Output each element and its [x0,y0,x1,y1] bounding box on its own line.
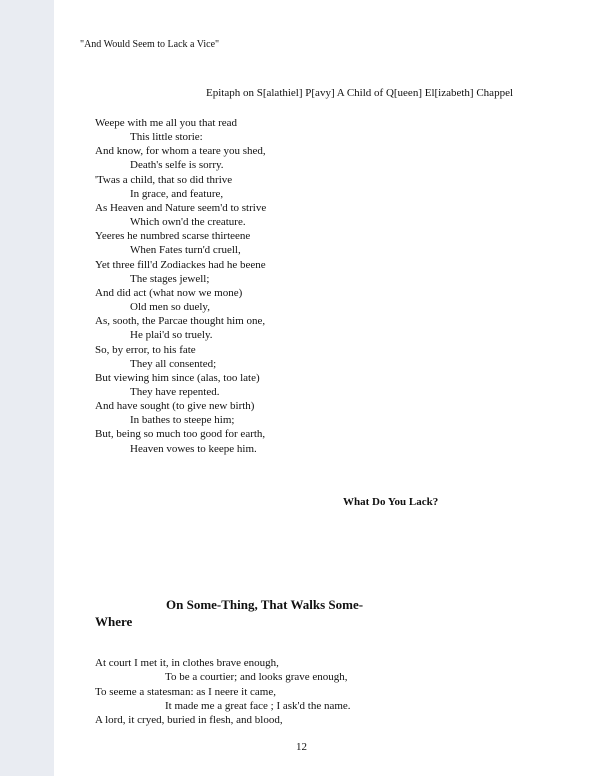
page-number: 12 [296,741,307,753]
epitaph-line: 'Twas a child, that so did thrive [95,173,233,186]
epitaph-line: When Fates turn'd cruell, [130,244,241,257]
epitaph-line: In grace, and feature, [130,187,224,200]
epitaph-line: As, sooth, the Parcae thought him one, [95,315,266,328]
epitaph-line: Death's selfe is sorry. [130,159,224,172]
second-poem-line: To seeme a statesman: as I neere it came, [95,685,276,698]
second-poem-line: It made me a great face ; I ask'd the name. [165,699,351,712]
epitaph-line: This little storie: [130,131,203,144]
epitaph-line: Yeeres he numbred scarse thirteene [95,230,251,243]
page-gutter [0,0,54,776]
second-poem-line: At court I met it, in clothes brave enough, [95,657,279,669]
epitaph-line: Weepe with me all you that read [95,117,238,129]
epitaph-line: He plai'd so truely. [130,329,213,342]
epitaph-line: They all consented; [130,357,217,370]
section-heading: What Do You Lack? [343,496,439,508]
epitaph-line: Yet three fill'd Zodiackes had he beene [95,258,266,271]
epitaph-line: As Heaven and Nature seem'd to strive [95,201,267,214]
epitaph-line: Heaven vowes to keepe him. [130,442,257,455]
epitaph-line: In bathes to steepe him; [130,414,235,427]
second-poem-line: To be a courtier; and looks grave enough, [165,671,348,684]
epitaph-line: And have sought (to give new birth) [95,400,255,413]
epitaph-line: But viewing him since (alas, too late) [95,371,260,384]
epitaph-line: And know, for whom a teare you shed, [95,145,266,158]
poem-title-line-1: On Some-Thing, That Walks Some- [166,597,364,612]
epitaph-poem [95,116,266,456]
epitaph-line: So, by error, to his fate [95,343,196,356]
epitaph-line: But, being so much too good for earth, [95,428,266,441]
epitaph-line: Which own'd the creature. [130,216,246,229]
epitaph-line: Old men so duely, [130,301,210,314]
second-poem [95,656,351,727]
epitaph-title: Epitaph on S[alathiel] P[avy] A Child of Q[ueen] El[izabeth] Chappel [206,87,514,99]
epitaph-line: The stages jewell; [130,272,210,285]
running-head: "And Would Seem to Lack a Vice" [80,39,220,50]
poem-title-line-2: Where [95,614,133,629]
epitaph-line: And did act (what now we mone) [95,286,243,299]
epitaph-line: They have repented. [130,385,220,398]
second-poem-line: A lord, it cryed, buried in flesh, and blood, [95,714,283,727]
